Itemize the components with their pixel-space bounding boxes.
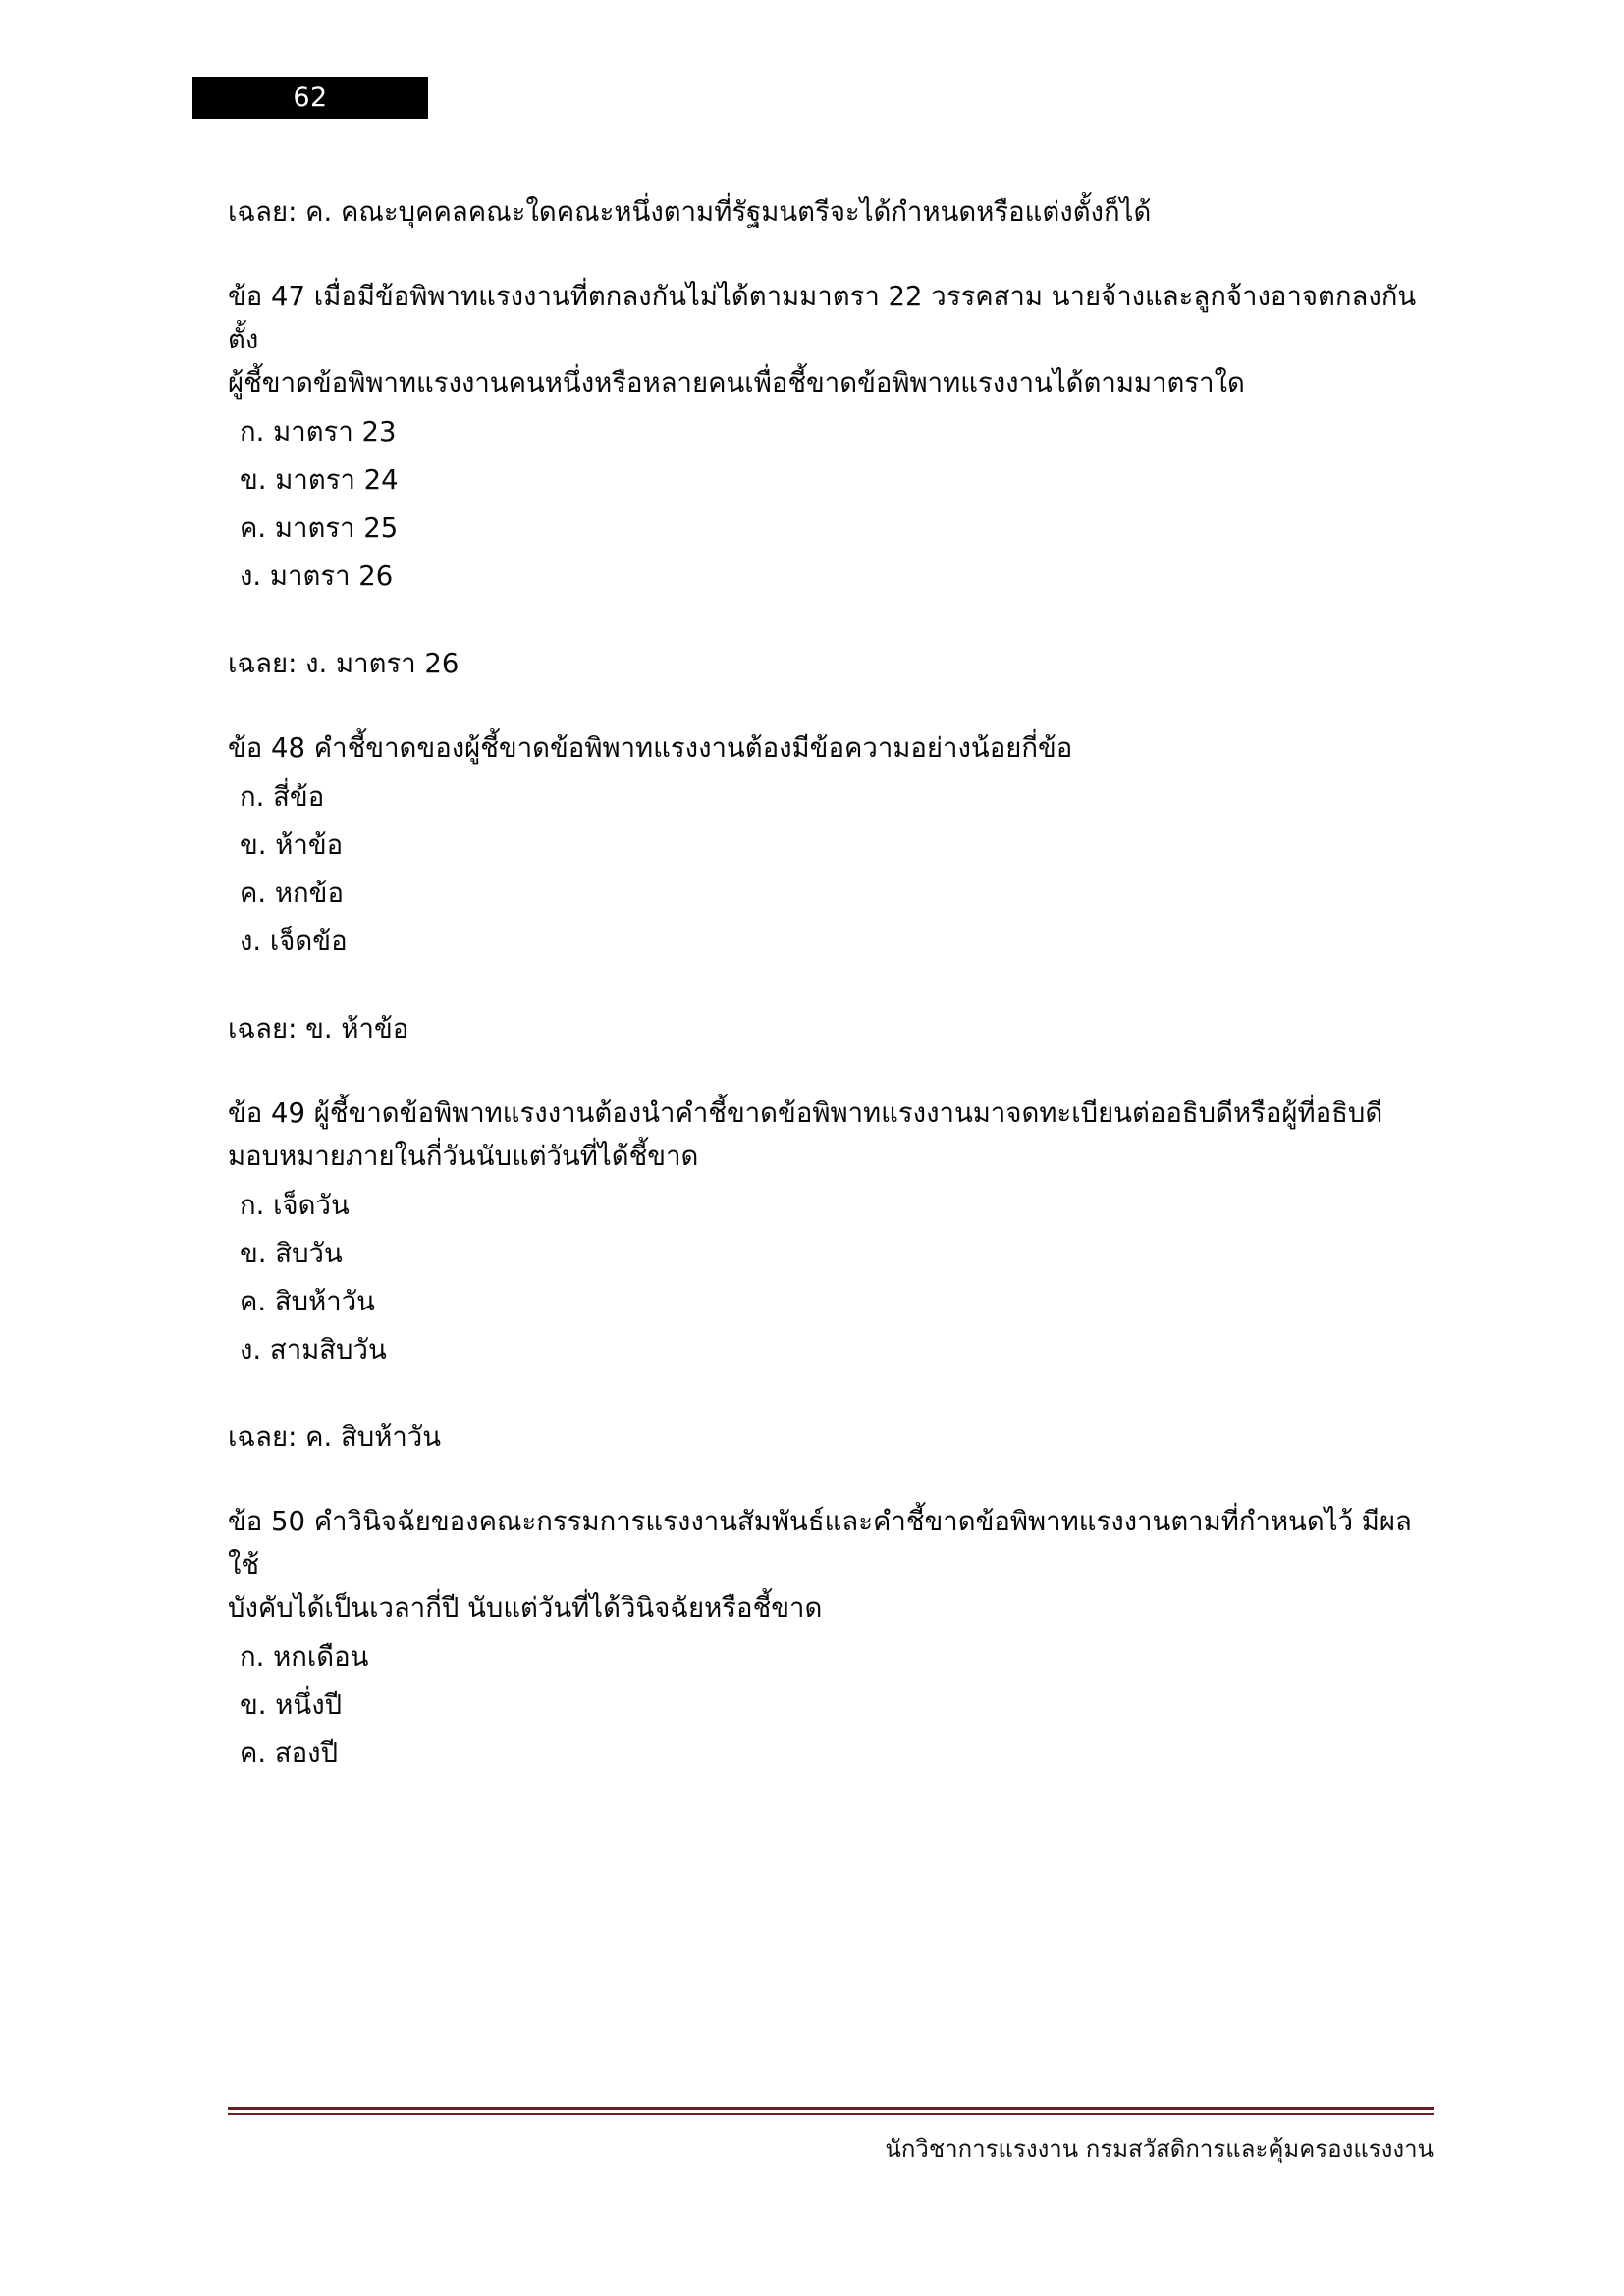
choice-item: ข. หนึ่งปี: [240, 1689, 343, 1721]
choice-list: [228, 774, 1428, 966]
question-stem-line: ข้อ 49 ผู้ชี้ขาดข้อพิพาทแรงงานต้องนำคำชี้ขาดข้อพิพาทแรงงานมาจดทะเบียนต่ออธิบดีหรือผู้ที่อธิบดี: [228, 1097, 1383, 1129]
choice-item: ก. มาตรา 23: [240, 416, 397, 448]
choice-item: ค. หกข้อ: [240, 878, 344, 909]
page-number-banner: [192, 77, 428, 119]
footer-text: นักวิชาการแรงงาน กรมสวัสดิการและคุ้มครองแรงงาน: [885, 2135, 1434, 2163]
choice-list: [228, 1633, 1428, 1778]
choice-item: ก. สี่ข้อ: [240, 781, 325, 813]
choice-item: ค. มาตรา 25: [240, 512, 399, 544]
choice-item: ค. สิบห้าวัน: [240, 1286, 375, 1317]
answer-line-48: เฉลย: ข. ห้าข้อ: [228, 1013, 409, 1044]
choice-item: ง. สามสิบวัน: [240, 1334, 387, 1365]
question-stem-line: ผู้ชี้ขาดข้อพิพาทแรงงานคนหนึ่งหรือหลายคนเพื่อชี้ขาดข้อพิพาทแรงงานได้ตามมาตราใด: [228, 367, 1245, 399]
question-stem-line: มอบหมายภายในกี่วันนับแต่วันที่ได้ชี้ขาด: [228, 1141, 699, 1172]
question-stem-line: ข้อ 48 คำชี้ขาดของผู้ชี้ขาดข้อพิพาทแรงงานต้องมีข้อความอย่างน้อยกี่ข้อ: [228, 732, 1073, 764]
document-body: [228, 192, 1428, 1778]
choice-item: ค. สองปี: [240, 1737, 339, 1769]
choice-item: ง. มาตรา 26: [240, 561, 394, 592]
answer-line-49: เฉลย: ค. สิบห้าวัน: [228, 1421, 442, 1453]
choice-item: ก. เจ็ดวัน: [240, 1190, 350, 1221]
footer-divider-thick: [228, 2107, 1434, 2110]
page-number: 62: [293, 82, 328, 113]
question-stem-line: ข้อ 50 คำวินิจฉัยของคณะกรรมการแรงงานสัมพันธ์และคำชี้ขาดข้อพิพาทแรงงานตามที่กำหนดไว้ มีผลใช้: [228, 1506, 1412, 1580]
question-block-47: [228, 275, 1428, 601]
question-block-50: [228, 1500, 1428, 1778]
answer-line-47: เฉลย: ง. มาตรา 26: [228, 648, 460, 679]
choice-item: ก. หกเดือน: [240, 1641, 369, 1673]
question-block-48: [228, 726, 1428, 966]
choice-list: [228, 1182, 1428, 1374]
choice-item: ข. มาตรา 24: [240, 464, 399, 496]
choice-item: ข. สิบวัน: [240, 1238, 343, 1269]
answer-line-46: เฉลย: ค. คณะบุคคลคณะใดคณะหนึ่งตามที่รัฐมนตรีจะได้กำหนดหรือแต่งตั้งก็ได้: [228, 196, 1152, 228]
choice-list: [228, 408, 1428, 601]
choice-item: ข. ห้าข้อ: [240, 829, 344, 861]
question-block-49: [228, 1092, 1428, 1374]
question-stem-line: ข้อ 47 เมื่อมีข้อพิพาทแรงงานที่ตกลงกันไม่ได้ตามมาตรา 22 วรรคสาม นายจ้างและลูกจ้างอาจตกลงกันตั้ง: [228, 281, 1417, 355]
question-stem-line: บังคับได้เป็นเวลากี่ปี นับแต่วันที่ได้วินิจฉัยหรือชี้ขาด: [228, 1592, 823, 1624]
footer-divider-thin: [228, 2113, 1434, 2115]
choice-item: ง. เจ็ดข้อ: [240, 926, 348, 957]
